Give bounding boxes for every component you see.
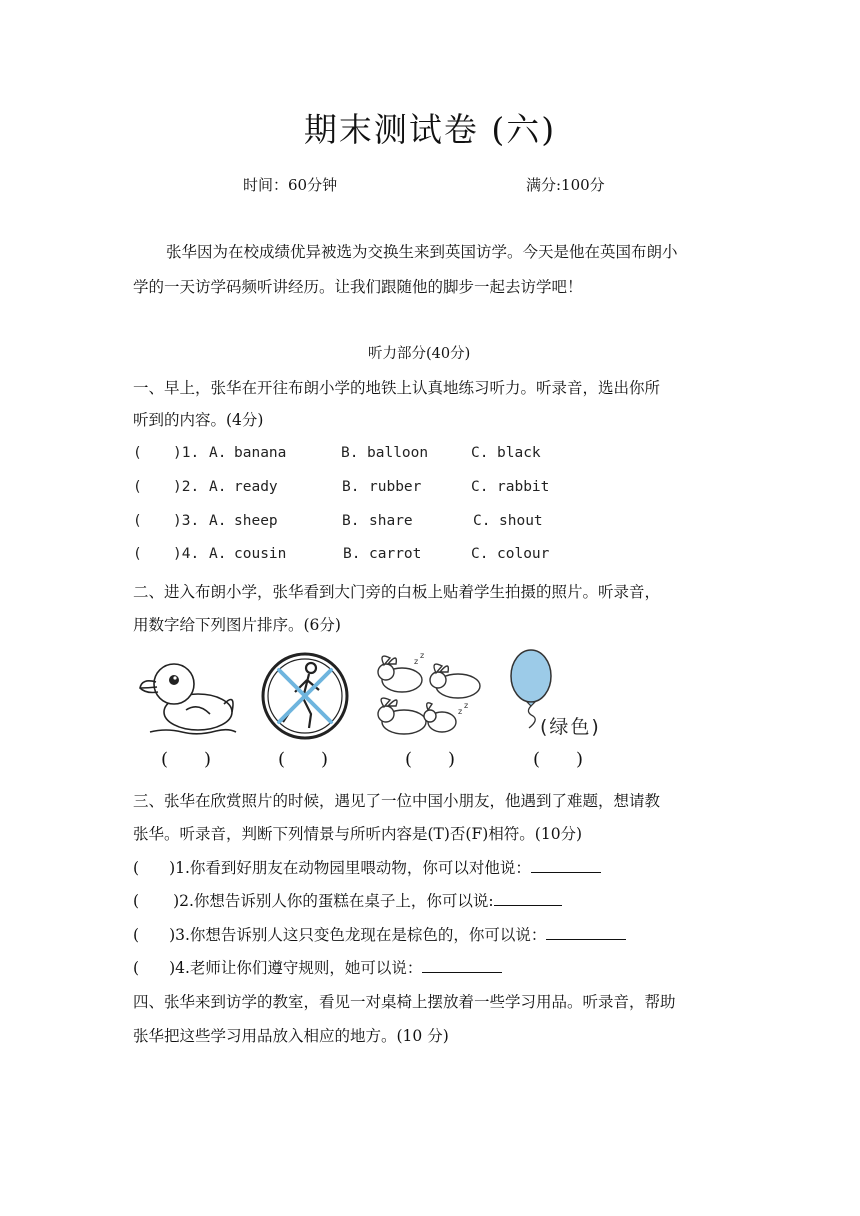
picture-answer-paren-3[interactable]: ( ) bbox=[405, 749, 456, 770]
svg-text:z: z bbox=[464, 701, 469, 710]
answer-paren[interactable]: ( bbox=[133, 892, 140, 910]
answer-paren[interactable]: ( bbox=[133, 859, 140, 877]
balloon-color-label: (绿色) bbox=[540, 716, 601, 738]
question-row-1 bbox=[133, 445, 693, 469]
svg-text:z: z bbox=[414, 657, 419, 666]
option-a-text: sheep bbox=[234, 513, 278, 529]
judgement-text: )4.老师让你们遵守规则，她可以说： bbox=[169, 959, 423, 977]
question-row-2 bbox=[133, 479, 693, 503]
section-1-instruction-line-1: 一、早上，张华在开往布朗小学的地铁上认真地练习听力。听录音，选出你所 bbox=[133, 379, 661, 397]
question-row-3 bbox=[133, 513, 693, 537]
section-3-instruction-line-2: 张华。听录音，判断下列情景与所听内容是(T)否(F)相符。(10分) bbox=[133, 825, 583, 843]
option-c-text: colour bbox=[497, 546, 550, 562]
option-c-text: rabbit bbox=[497, 479, 550, 495]
option-c-letter: C. bbox=[471, 479, 489, 495]
section-3-instruction-line-1: 三、张华在欣赏照片的时候，遇见了一位中国小朋友，他遇到了难题，想请教 bbox=[133, 792, 661, 810]
option-a-text: ready bbox=[234, 479, 278, 495]
no-walking-icon bbox=[259, 650, 351, 742]
answer-paren[interactable]: ( bbox=[133, 546, 142, 562]
section-1-instruction-line-2: 听到的内容。(4分) bbox=[133, 411, 264, 429]
answer-blank[interactable] bbox=[494, 891, 562, 906]
option-b-letter: B. bbox=[341, 445, 359, 461]
option-c-letter: C. bbox=[471, 445, 489, 461]
option-c-letter: C. bbox=[473, 513, 491, 529]
duckling-icon bbox=[136, 652, 240, 738]
answer-paren[interactable]: ( bbox=[133, 959, 140, 977]
section-2-instruction-line-2: 用数字给下列图片排序。(6分) bbox=[133, 616, 341, 634]
judgement-text: )3.你想告诉别人这只变色龙现在是棕色的，你可以说： bbox=[169, 926, 547, 944]
option-a-letter: A. bbox=[209, 513, 227, 529]
judgement-text: )1.你看到好朋友在动物园里喂动物，你可以对他说： bbox=[169, 859, 531, 877]
picture-answer-paren-2[interactable]: ( ) bbox=[278, 749, 329, 770]
option-a-letter: A. bbox=[209, 546, 227, 562]
picture-answer-paren-4[interactable]: ( ) bbox=[533, 749, 584, 770]
judgement-item-2 bbox=[133, 889, 562, 911]
answer-paren[interactable]: ( bbox=[133, 513, 142, 529]
question-number: )3. bbox=[173, 513, 200, 529]
picture-answer-paren-1[interactable]: ( ) bbox=[161, 749, 212, 770]
option-a-letter: A. bbox=[209, 445, 227, 461]
judgement-item-4 bbox=[133, 956, 502, 978]
answer-blank[interactable] bbox=[546, 925, 626, 940]
option-a-text: cousin bbox=[234, 546, 287, 562]
rabbits-icon bbox=[372, 650, 490, 740]
option-b-letter: B. bbox=[343, 546, 361, 562]
option-b-letter: B. bbox=[342, 513, 360, 529]
exam-full-score: 满分:100分 bbox=[526, 176, 605, 194]
judgement-item-1 bbox=[133, 856, 601, 878]
option-a-text: banana bbox=[234, 445, 287, 461]
option-b-letter: B. bbox=[342, 479, 360, 495]
question-number: )2. bbox=[173, 479, 200, 495]
section-4-instruction-line-1: 四、张华来到访学的教室，看见一对桌椅上摆放着一些学习用品。听录音，帮助 bbox=[133, 993, 676, 1011]
option-a-letter: A. bbox=[209, 479, 227, 495]
svg-text:z: z bbox=[458, 707, 463, 716]
section-2-instruction-line-1: 二、进入布朗小学，张华看到大门旁的白板上贴着学生拍摄的照片。听录音， bbox=[133, 583, 661, 601]
option-b-text: share bbox=[369, 513, 413, 529]
intro-line-1: 张华因为在校成绩优异被选为交换生来到英国访学。今天是他在英国布朗小 bbox=[166, 243, 678, 261]
answer-blank[interactable] bbox=[531, 858, 601, 873]
answer-paren[interactable]: ( bbox=[133, 479, 142, 495]
option-b-text: balloon bbox=[367, 445, 429, 461]
page-title: 期末测试卷 (六) bbox=[303, 110, 557, 149]
exam-time: 时间：60分钟 bbox=[243, 176, 338, 194]
option-b-text: carrot bbox=[369, 546, 422, 562]
judgement-text: )2.你想告诉别人你的蛋糕在桌子上，你可以说: bbox=[173, 892, 494, 910]
section-4-instruction-line-2: 张华把这些学习用品放入相应的地方。(10 分) bbox=[133, 1027, 449, 1045]
answer-paren[interactable]: ( bbox=[133, 445, 142, 461]
question-number: )4. bbox=[173, 546, 200, 562]
judgement-item-3 bbox=[133, 923, 626, 945]
listening-section-header: 听力部分(40分) bbox=[368, 346, 471, 362]
option-c-letter: C. bbox=[471, 546, 489, 562]
option-c-text: shout bbox=[499, 513, 543, 529]
answer-blank[interactable] bbox=[422, 958, 502, 973]
answer-paren[interactable]: ( bbox=[133, 926, 140, 944]
question-row-4 bbox=[133, 546, 693, 570]
option-b-text: rubber bbox=[369, 479, 422, 495]
intro-line-2: 学的一天访学码频听讲经历。让我们跟随他的脚步一起去访学吧！ bbox=[133, 278, 583, 296]
svg-text:z: z bbox=[420, 651, 425, 660]
question-number: )1. bbox=[173, 445, 200, 461]
option-c-text: black bbox=[497, 445, 541, 461]
